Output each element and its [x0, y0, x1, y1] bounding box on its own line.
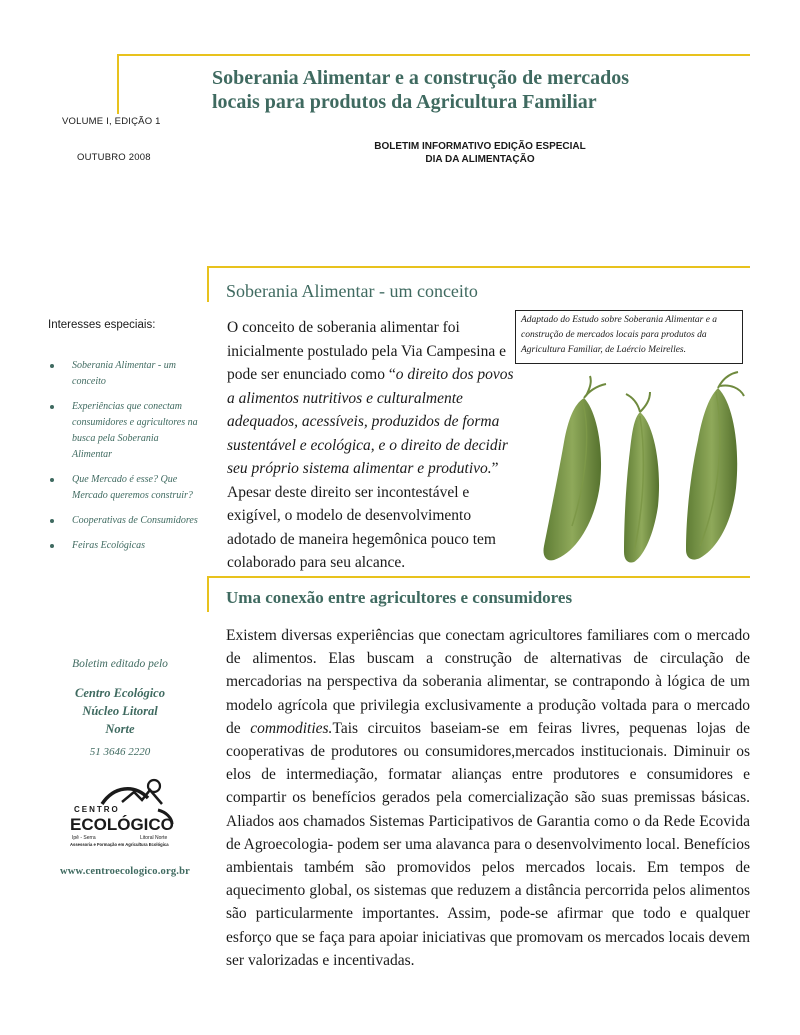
page-title [212, 66, 752, 114]
section1-title: Soberania Alimentar - um conceito [226, 281, 478, 301]
logo-sun-icon [148, 780, 160, 792]
volume-label: VOLUME I, EDIÇÃO 1 [62, 116, 161, 127]
logo-top-text: CENTRO [74, 805, 120, 814]
sidebar-item-feiras: Feiras Ecológicas [48, 538, 198, 554]
date-label: OUTUBRO 2008 [77, 152, 151, 163]
logo-right-small: Litoral Norte [140, 835, 168, 841]
bullet-icon [50, 519, 54, 523]
publisher-line-3: Norte [105, 722, 135, 736]
bullet-icon [50, 478, 54, 482]
image-caption: Adaptado do Estudo sobre Soberania Alimentar e a construção de mercados locais para produtos da Agricultura Familiar, de Laércio Meirelles. [515, 310, 743, 364]
section2-body-end: Tais circuitos baseiam-se em feiras livres, pequenas lojas de cooperativas de produtores ou consumidores,mercados institucionais. Diminuir os elos de intermediação, formatar alianças entre produtores e consumidores e compartir os benefícios gerados pela comercialização são suas premissas básicas. Aliados aos chamados Sistemas Participativos de Garantia como o da Rede Ecovida de Agroecologia- podem ser uma alavanca para o desenvolvimento local. Benefícios ambientais também são promovidos pelos mercados locais. Em tempos de aquecimento global, os sistemas que reduzem a distância percorrida pelos alimentos são particularmente importantes. Assim, pode-se afirmar que todo e qualquer esforço que se faça para apoiar iniciativas que promovam os mercados locais devem ser valorizadas e incentivadas. [226, 719, 750, 969]
logo-left-small: Ipê - Serra [72, 835, 96, 841]
pea-pod-left [543, 376, 606, 560]
header-rule-vertical [117, 54, 119, 114]
section1-body-quote: o direito dos povos a alimentos nutritivos e culturalmente adequados, acessíveis, produzidos de forma sustentável e ecológica, e o direito de decidir seu próprio sistema alimentar e produtivo. [227, 366, 514, 477]
boletim-line-1: BOLETIM INFORMATIVO EDIÇÃO ESPECIAL [374, 141, 586, 152]
header-rule-horizontal [117, 54, 750, 56]
pea-pods-image [522, 366, 752, 566]
section2-title: Uma conexão entre agricultores e consumidores [226, 588, 573, 607]
website-link[interactable]: www.centroecologico.org.br [59, 866, 191, 877]
sidebar-item-cooperativas: Cooperativas de Consumidores [48, 513, 198, 529]
page-title-line-1: Soberania Alimentar e a construção de mercados [212, 67, 630, 89]
publisher-name [40, 684, 200, 738]
section1-rule-horizontal [207, 266, 750, 268]
section1-body-start: O conceito de soberania alimentar foi inicialmente postulado pela Via Campesina e pode ser enunciado como “ [227, 319, 506, 383]
sidebar-item-experiencias: Experiências que conectam consumidores e agricultores na busca pela Soberania Alimentar [48, 399, 198, 463]
boletim-heading [300, 140, 660, 166]
section1-body-end: ” Apesar deste direito ser incontestável e exigível, o modelo de desenvolvimento adotado de maneira hegemônica pouco tem colaborado para seu alcance. [227, 460, 499, 571]
section2-rule-vertical [207, 576, 209, 612]
section2-rule-horizontal [207, 576, 750, 578]
section2-body-commodities: commodities. [250, 719, 333, 737]
boletim-line-2: DIA DA ALIMENTAÇÃO [425, 154, 535, 165]
phone-number: 51 3646 2220 [89, 746, 151, 758]
publisher-line-1: Centro Ecológico [75, 686, 165, 700]
page-title-line-2: locais para produtos da Agricultura Familiar [212, 91, 597, 113]
sidebar-heading: Interesses especiais: [48, 319, 156, 331]
editado-label: Boletim editado pelo [72, 658, 168, 670]
sidebar-item-mercado: Que Mercado é esse? Que Mercado queremos construir? [48, 472, 198, 504]
logo-main-text: ECOLÓGICO [70, 815, 174, 834]
section1-rule-vertical [207, 266, 209, 302]
logo-arc-icon [102, 789, 148, 804]
section1-body [227, 316, 519, 575]
publisher-line-2: Núcleo Litoral [82, 704, 158, 718]
sidebar-item-conceito: Soberania Alimentar - um conceito [48, 358, 198, 390]
pea-pod-right [686, 372, 744, 560]
bullet-icon [50, 544, 54, 548]
bullet-icon [50, 364, 54, 368]
centro-ecologico-logo [62, 774, 182, 850]
pea-pod-middle [624, 392, 659, 563]
logo-tagline: Assessoria e Formação em Agricultura Ecológica [70, 842, 169, 847]
section2-body [226, 624, 750, 972]
bullet-icon [50, 405, 54, 409]
sidebar-list [48, 358, 198, 563]
section2-body-start: Existem diversas experiências que conectam agricultores familiares com o mercado de alimentos. Elas buscam a construção de alternativas de circulação de mercadorias na perspectiva da soberania alimentar, se contrapondo à lógica de um modelo agrícola que privilegia exclusivamente a produção voltada para o mercado de [226, 627, 750, 737]
